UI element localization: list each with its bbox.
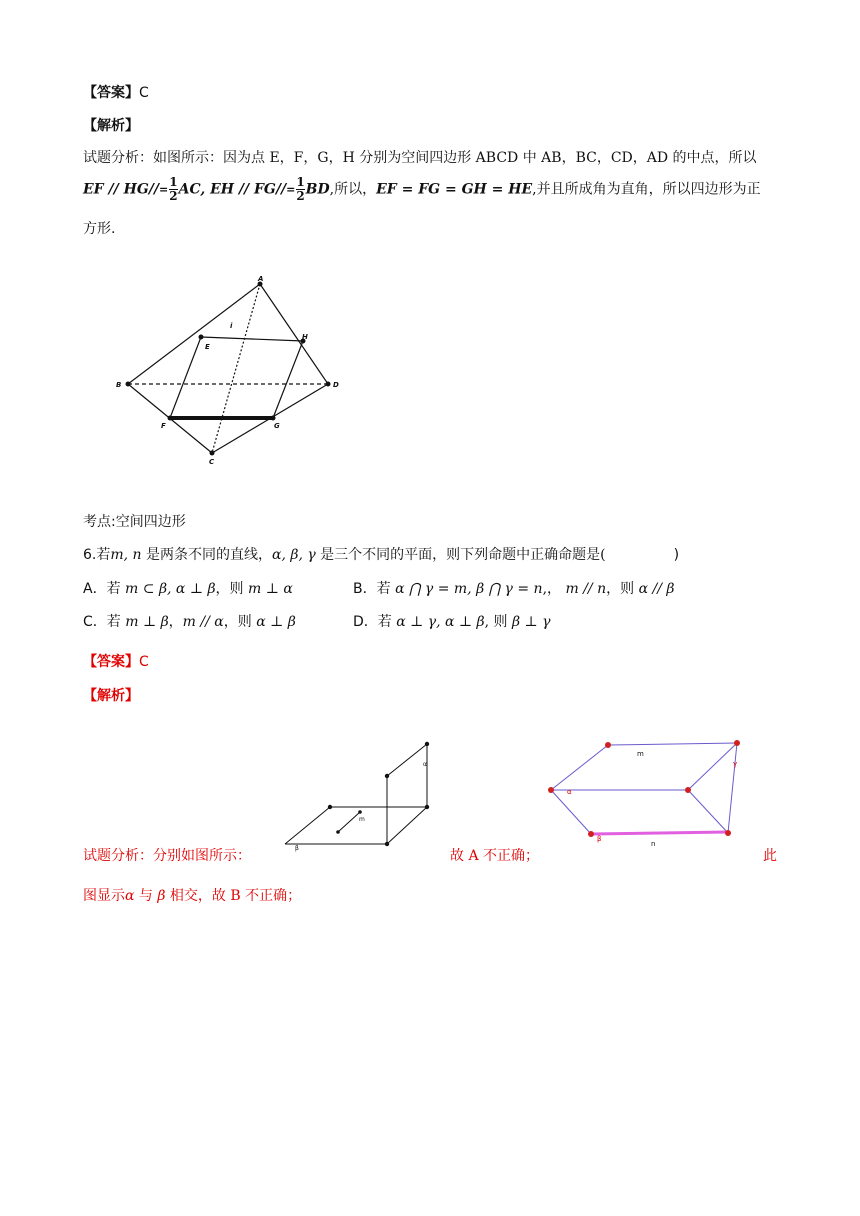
edge-ab xyxy=(128,284,260,384)
fig1-label-beta: β xyxy=(295,845,299,852)
fraction-half-2: $\frac{1}{2}$ xyxy=(296,175,305,203)
q6-a-wrong: 故 A 不正确； xyxy=(450,848,540,864)
fig2-label-beta: β xyxy=(597,835,602,843)
q5-answer-label: 【答案】 xyxy=(83,85,139,101)
q6-option-b: B．若 α ⋂ γ = m, β ⋂ γ = n,， m // n，则 α // β xyxy=(353,581,675,597)
fraction-half-1: $\frac{1}{2}$ xyxy=(169,175,178,203)
fig2-label-n: n xyxy=(651,840,656,848)
formula-bd: BD xyxy=(305,181,330,198)
segment-eh xyxy=(201,337,303,341)
fig2-label-gamma: γ xyxy=(733,760,738,768)
fig2-label-alpha: α xyxy=(567,788,572,796)
q6-answer-label: 【答案】 xyxy=(83,654,139,670)
q6-answer xyxy=(83,651,149,671)
q5-formula-line xyxy=(83,176,761,203)
label-f: F xyxy=(161,422,166,430)
q6-option-c: C．若 m ⊥ β，m // α，则 α ⊥ β xyxy=(83,614,296,630)
q5-analysis-line3: 方形. xyxy=(83,221,116,237)
fig1-label-alpha: α xyxy=(423,761,427,768)
q6-figure-1 xyxy=(283,740,433,850)
label-a: A xyxy=(258,275,264,283)
q6-stem-tail: 是三个不同的平面，则下列命题中正确命题是( xyxy=(315,547,606,563)
formula-tail: ,并且所成角为直角，所以四边形为正 xyxy=(532,181,761,198)
edge-ac xyxy=(212,284,260,453)
fig1-label-m: m xyxy=(359,816,365,823)
q6-figure-2 xyxy=(545,738,745,848)
q6-option-d: D．若 α ⊥ γ, α ⊥ β, 则 β ⊥ γ xyxy=(353,614,551,630)
q6-stem-mn: m, n xyxy=(110,547,142,563)
q6-this: 此 xyxy=(763,848,777,864)
fig2-label-m: m xyxy=(637,750,644,758)
q5-analysis-label: 【解析】 xyxy=(83,118,139,134)
label-i: i xyxy=(230,322,233,330)
eq-symbol: = xyxy=(159,182,169,196)
segment-hg xyxy=(273,341,303,418)
formula-ac: AC, EH // FG// xyxy=(178,181,287,198)
highlighted-line-n xyxy=(591,832,728,834)
q6-option-a: A．若 m ⊂ β, α ⊥ β，则 m ⊥ α xyxy=(83,581,293,597)
q5-answer xyxy=(83,82,149,102)
formula-mid: ,所以， xyxy=(329,181,377,198)
q6-analysis-label: 【解析】 xyxy=(83,688,139,704)
q6-analysis-prefix: 试题分析：分别如图所示： xyxy=(83,848,251,864)
label-c: C xyxy=(209,458,215,466)
q6-stem-mid: 是两条不同的直线， xyxy=(141,547,273,563)
q6-answer-value: C xyxy=(139,654,149,670)
space-quadrilateral-figure xyxy=(110,276,360,471)
label-b: B xyxy=(116,381,122,389)
label-g: G xyxy=(274,422,280,430)
q6-analysis-line2: 图显示α 与 β 相交，故 B 不正确； xyxy=(83,888,302,904)
q6-stem xyxy=(83,544,679,564)
label-h: H xyxy=(302,333,308,341)
formula-eq: EF = FG = GH = HE xyxy=(376,181,533,198)
q6-stem-prefix: 6.若 xyxy=(83,547,111,563)
label-d: D xyxy=(333,381,339,389)
q5-answer-value: C xyxy=(139,85,149,101)
edge-ad xyxy=(260,284,328,384)
q5-analysis-line1: 试题分析：如图所示：因为点 E，F，G，H 分别为空间四边形 ABCD 中 AB，BC，CD，AD 的中点，所以 xyxy=(83,150,757,166)
q5-kaodian: 考点:空间四边形 xyxy=(83,514,186,530)
formula-ef-hg: EF // HG// xyxy=(83,181,159,198)
eq-symbol-2: = xyxy=(286,182,296,196)
label-e: E xyxy=(205,343,210,351)
q6-stem-planes: α, β, γ xyxy=(272,547,316,563)
q6-stem-close: ) xyxy=(673,547,680,563)
